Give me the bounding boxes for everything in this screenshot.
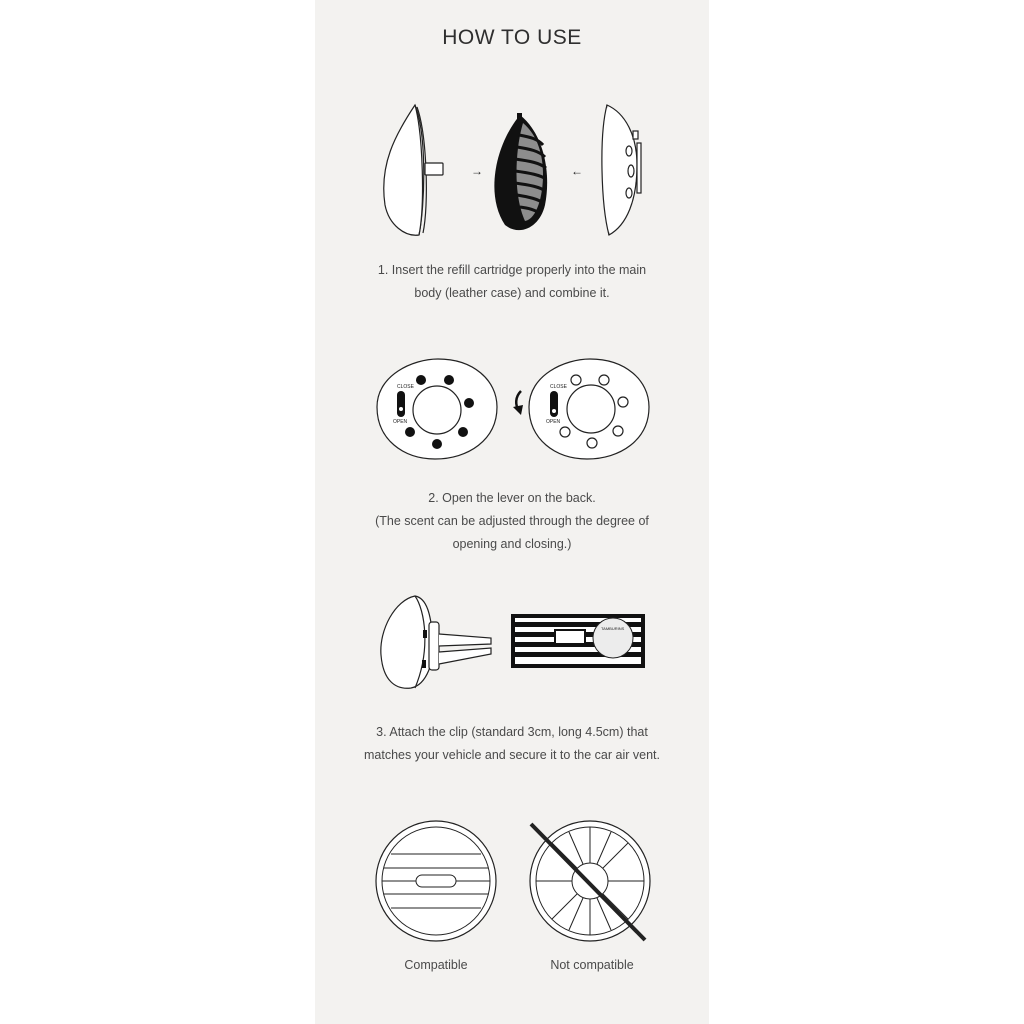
instruction-panel <box>315 0 709 1024</box>
step2-caption: 2. Open the lever on the back. (The scent can be adjusted through the degree of opening and closing.) <box>375 491 649 551</box>
svg-text:OPEN: OPEN <box>393 419 408 425</box>
leather-case-icon <box>384 105 443 235</box>
compatible-label: Compatible <box>404 958 468 972</box>
not-compatible-label: Not compatible <box>550 958 634 972</box>
back-cover-icon <box>602 105 641 235</box>
step1-caption: 1. Insert the refill cartridge properly into the main body (leather case) and combine it. <box>377 263 647 300</box>
svg-text:OPEN: OPEN <box>546 419 561 425</box>
open-back-icon <box>529 359 649 459</box>
air-vent-icon <box>511 614 645 668</box>
arrow-left-icon: ← <box>571 164 583 178</box>
not-compatible-vent-illustration <box>527 818 653 944</box>
step2-illustration <box>373 355 653 465</box>
refill-cartridge-icon <box>494 113 547 230</box>
svg-text:CLOSE: CLOSE <box>550 384 567 390</box>
svg-text:TAMBURINS: TAMBURINS <box>601 626 625 631</box>
step3-caption: 3. Attach the clip (standard 3cm, long 4.5cm) that matches your vehicle and secure it to the car air vent. <box>364 725 660 762</box>
compatible-vent-illustration <box>373 818 499 944</box>
arrow-right-icon: → <box>471 164 483 178</box>
step3-illustration <box>375 590 655 695</box>
step1-illustration <box>375 95 655 245</box>
page-title: HOW TO USE <box>442 26 582 49</box>
svg-text:CLOSE: CLOSE <box>397 384 414 390</box>
closed-back-icon <box>377 359 497 459</box>
diffuser-clip-icon <box>381 596 491 688</box>
